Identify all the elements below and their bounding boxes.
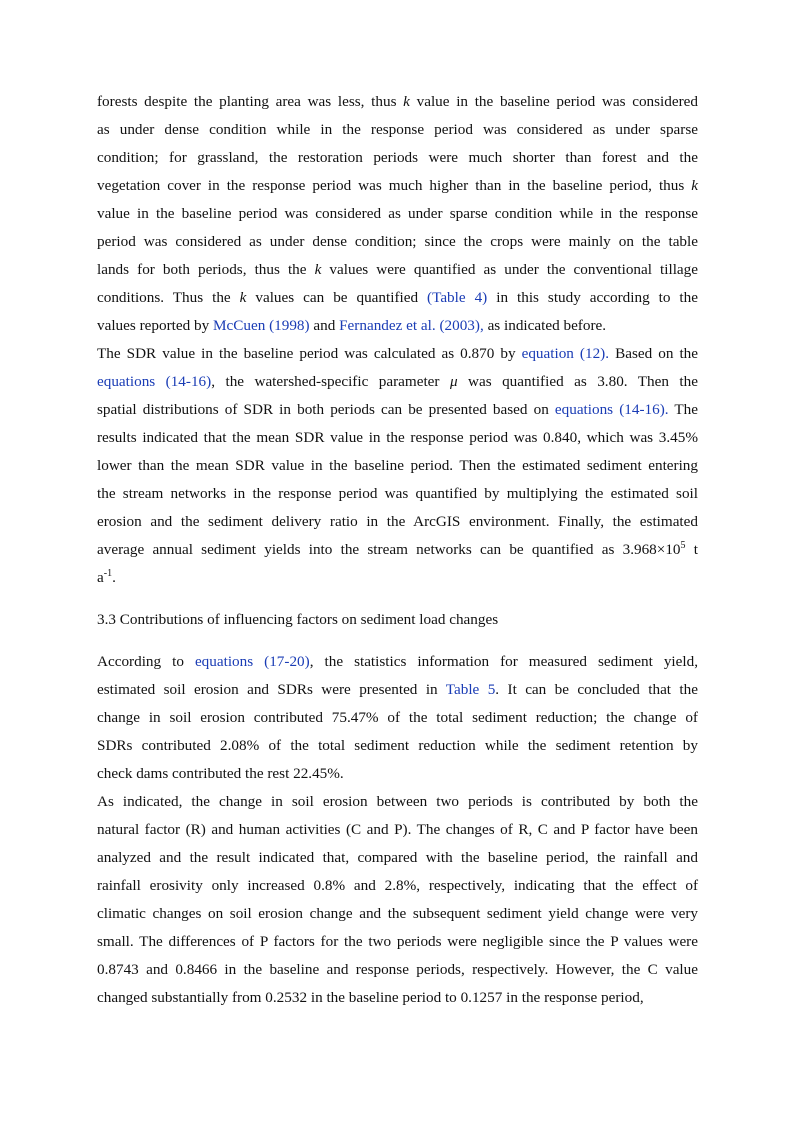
text-line xyxy=(97,284,698,312)
text-run: estimated soil erosion and SDRs were presented in xyxy=(97,681,446,698)
paragraph-sdr xyxy=(97,340,698,592)
text-run: , the statistics information for measured sediment yield, xyxy=(309,653,698,670)
text-line xyxy=(97,340,698,368)
text-line xyxy=(97,732,698,760)
text-run: value in the baseline period was considered as under sparse condition while in the response xyxy=(97,205,698,222)
text-run: The xyxy=(668,401,698,418)
math-symbol: k xyxy=(239,289,247,306)
text-run: According to xyxy=(97,653,195,670)
text-run: 0.8743 and 0.8466 in the baseline and response periods, respectively. However, the C value xyxy=(97,961,698,978)
text-run: Based on the xyxy=(609,345,698,362)
text-run: t xyxy=(685,541,698,558)
text-run: SDRs contributed 2.08% of the total sediment reduction while the sediment retention by xyxy=(97,737,698,754)
text-line xyxy=(97,900,698,928)
text-run: results indicated that the mean SDR value in the response period was 0.840, which was 3.45% xyxy=(97,429,698,446)
text-line xyxy=(97,760,698,788)
text-run: value in the baseline period was considered xyxy=(409,93,698,110)
paragraph-contributions xyxy=(97,648,698,788)
text-line xyxy=(97,228,698,256)
text-run: As indicated, the change in soil erosion between two periods is contributed by both the xyxy=(97,793,698,810)
text-line xyxy=(97,536,698,564)
text-run: lower than the mean SDR value in the baseline period. Then the estimated sediment entering xyxy=(97,457,698,474)
text-line xyxy=(97,816,698,844)
text-line xyxy=(97,984,698,1012)
text-run: natural factor (R) and human activities (C and P). The changes of R, C and P factor have been xyxy=(97,821,698,838)
citation-link[interactable]: McCuen (1998) xyxy=(212,317,310,334)
text-run: changed substantially from 0.2532 in the baseline period to 0.1257 in the response period, xyxy=(97,989,644,1006)
text-line xyxy=(97,424,698,452)
section-heading: 3.3 Contributions of influencing factors on sediment load changes xyxy=(97,611,499,628)
citation-link[interactable]: equation (12). xyxy=(521,345,610,362)
text-run: . It can be concluded that the xyxy=(495,681,698,698)
text-line xyxy=(97,452,698,480)
text-run: vegetation cover in the response period was much higher than in the baseline period, thus xyxy=(97,177,692,194)
text-run: erosion and the sediment delivery ratio in the ArcGIS environment. Finally, the estimated xyxy=(97,513,698,530)
text-line xyxy=(97,88,698,116)
text-line xyxy=(97,872,698,900)
text-line xyxy=(97,564,698,592)
text-run: conditions. Thus the xyxy=(97,289,240,306)
text-run: forests despite the planting area was less, thus xyxy=(97,93,404,110)
text-line xyxy=(97,396,698,424)
text-run: rainfall erosivity only increased 0.8% and 2.8%, respectively, indicating that the effect of xyxy=(97,877,698,894)
math-symbol: μ xyxy=(449,373,458,390)
text-line xyxy=(97,144,698,172)
text-line xyxy=(97,676,698,704)
document-page xyxy=(97,88,698,1012)
citation-link[interactable]: equations (14-16) xyxy=(97,373,212,390)
text-run: , the watershed-specific parameter xyxy=(211,373,450,390)
text-run: The SDR value in the baseline period was calculated as 0.870 by xyxy=(97,345,522,362)
text-run: change in soil erosion contributed 75.47% of the total sediment reduction; the change of xyxy=(97,709,698,726)
text-run: period was considered as under dense condition; since the crops were mainly on the table xyxy=(97,233,698,250)
citation-link[interactable]: equations (17-20) xyxy=(194,653,310,670)
math-symbol: k xyxy=(691,177,698,194)
text-run: values reported by xyxy=(97,317,213,334)
superscript: -1 xyxy=(103,568,113,579)
citation-link[interactable]: Fernandez et al. (2003), xyxy=(339,317,484,334)
paragraph-k-values xyxy=(97,88,698,340)
text-run: the stream networks in the response period was quantified by multiplying the estimated soil xyxy=(97,485,698,502)
text-line xyxy=(97,200,698,228)
text-run: values were quantified as under the conventional tillage xyxy=(321,261,698,278)
citation-link[interactable]: Table 5 xyxy=(445,681,496,698)
text-line xyxy=(97,480,698,508)
text-line xyxy=(97,844,698,872)
spacer xyxy=(97,592,698,606)
text-run: a xyxy=(97,569,104,586)
text-line xyxy=(97,116,698,144)
superscript: 5 xyxy=(680,540,686,551)
text-run: values can be quantified xyxy=(246,289,428,306)
text-run: in this study according to the xyxy=(487,289,698,306)
spacer xyxy=(97,634,698,648)
math-symbol: k xyxy=(314,261,322,278)
text-run: average annual sediment yields into the stream networks can be quantified as 3.968×10 xyxy=(97,541,681,558)
text-line xyxy=(97,312,698,340)
text-line xyxy=(97,956,698,984)
text-line xyxy=(97,704,698,732)
text-run: as indicated before. xyxy=(483,317,607,334)
text-run: condition; for grassland, the restoration periods were much shorter than forest and the xyxy=(97,149,698,166)
text-line xyxy=(97,928,698,956)
text-line xyxy=(97,788,698,816)
text-line xyxy=(97,368,698,396)
text-run: was quantified as 3.80. Then the xyxy=(457,373,698,390)
text-run: analyzed and the result indicated that, compared with the baseline period, the rainfall and xyxy=(97,849,698,866)
text-run: as under dense condition while in the response period was considered as under sparse xyxy=(97,121,698,138)
paragraph-soil-erosion-change xyxy=(97,788,698,1012)
math-symbol: k xyxy=(403,93,410,110)
text-line xyxy=(97,256,698,284)
text-line xyxy=(97,508,698,536)
text-run: and xyxy=(309,317,340,334)
text-run: . xyxy=(112,569,116,586)
text-run: climatic changes on soil erosion change and the subsequent sediment yield change were very xyxy=(97,905,698,922)
citation-link[interactable]: (Table 4) xyxy=(427,289,488,306)
text-line xyxy=(97,648,698,676)
text-run: small. The differences of P factors for the two periods were negligible since the P values were xyxy=(97,933,698,950)
text-line xyxy=(97,172,698,200)
citation-link[interactable]: equations (14-16). xyxy=(554,401,669,418)
text-run: lands for both periods, thus the xyxy=(97,261,315,278)
text-run: check dams contributed the rest 22.45%. xyxy=(97,765,344,782)
text-run: spatial distributions of SDR in both periods can be presented based on xyxy=(97,401,555,418)
